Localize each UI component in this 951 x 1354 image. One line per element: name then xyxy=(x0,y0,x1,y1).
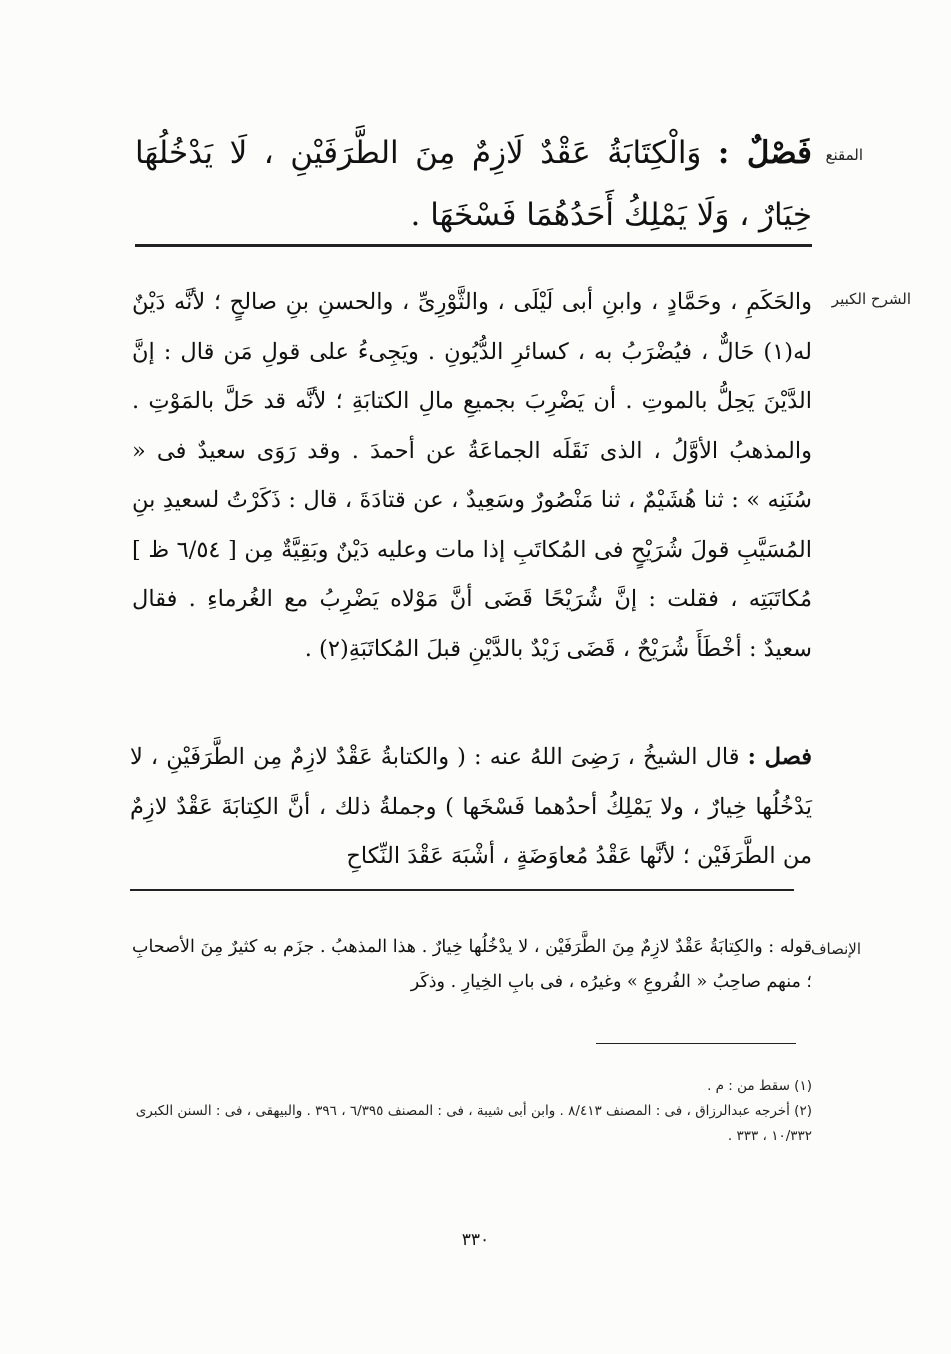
muqni-text xyxy=(135,122,812,246)
page-number: ٣٣٠ xyxy=(461,1230,490,1250)
footnote-1: (١) سقط من : م . xyxy=(707,1078,812,1094)
sharh-text: والحَكَمِ ، وحَمَّادٍ ، وابنِ أبى لَيْلَى ، والثَّوْرِىِّ ، والحسنِ بنِ صالحٍ ؛ لأنَّه دَيْنٌ له(١) حَالٌّ ، فيُضْرَبُ به ، كسائرِ الدُّيُونِ . ويَجِىءُ على قولِ مَن قال : إنَّ الدَّيْنَ يَحِلُّ بالموتِ . أن يَضْرِبَ بجميعِ مالِ الكتابَةِ ؛ لأنَّه قد حَلَّ بالمَوْتِ . والمذهبُ الأوَّلُ ، الذى نَقَلَه الجماعَةُ عن أحمدَ . وقد رَوَى سعيدٌ فى « سُنَنِه » : ثنا هُشَيْمٌ ، ثنا مَنْصُورٌ وسَعِيدٌ ، عن قتادَةَ ، قال : ذَكَرْتُ لسعيدِ بنِ المُسَيَّبِ قولَ شُرَيْحٍ فى المُكاتَبِ إذا مات وعليه دَيْنٌ وبَقِيَّةٌ مِن [ ٦/٥٤ ظ ] مُكاتَبَتِه ، فقلت : إنَّ شُرَيْحًا قَضَى أنَّ مَوْلاه يَضْرِبُ مع الغُرماءِ . فقال سعيدٌ : أخْطَأَ شُرَيْحٌ ، قَضَى زَيْدٌ بالدَّيْنِ قبلَ المُكاتَبَةِ(٢) . xyxy=(132,289,813,662)
margin-label-muqni: المقنع xyxy=(825,146,863,164)
insaf-text: قوله : والكِتابَةُ عَقْدٌ لازِمٌ مِنَ الطَّرَفَيْن ، لا يدْخُلُها خِيارٌ . هذا المذهبُ . جزَم به كثيرٌ مِنَ الأصحابِ ؛ منهم صاحِبُ « الفُروعِ » وغيرُه ، فى بابِ الخِيارِ . وذكَر xyxy=(132,937,812,992)
sharh-divider xyxy=(130,889,794,891)
footnote-divider xyxy=(596,1043,796,1044)
footnote-2: (٢) أخرجه عبدالرزاق ، فى : المصنف ٨/٤١٣ . وابن أبى شيبة ، فى : المصنف ٦/٣٩٥ ، ٣٩٦ . والبيهقى ، فى : السنن الكبرى ١٠/٣٣٢ ، ٣٣٣ . xyxy=(135,1103,812,1144)
fasl-paragraph xyxy=(130,733,812,882)
margin-label-sharh: الشرح الكبير xyxy=(831,290,911,308)
fasl-heading: فصل : xyxy=(747,744,812,770)
margin-label-insaf: الإنصاف xyxy=(810,940,861,958)
muqni-divider xyxy=(135,244,812,247)
footnotes xyxy=(130,1074,812,1149)
muqni-heading: فَصْلٌ : xyxy=(717,135,812,171)
muqni-body: وَالْكِتَابَةُ عَقْدٌ لَازِمٌ مِنَ الطَّرَفَيْنِ ، لَا يَدْخُلُهَا خِيَارٌ ، وَلَا يَمْلِكُ أَحَدُهُمَا فَسْخَهَا . xyxy=(135,135,812,233)
fasl-body: قال الشيخُ ، رَضِىَ اللهُ عنه : ( والكتابةُ عَقْدٌ لازِمٌ مِن الطَّرَفَيْنِ ، لا يَدْخُلُها خِيارٌ ، ولا يَمْلِكُ أحدُهما فَسْخَها ) وجملةُ ذلك ، أنَّ الكِتابَةَ عَقْدٌ لازِمٌ من الطَّرَفَيْن ؛ لأنَّها عَقْدُ مُعاوَضَةٍ ، أشْبَهَ عَقْدَ النِّكاحِ xyxy=(130,744,812,869)
